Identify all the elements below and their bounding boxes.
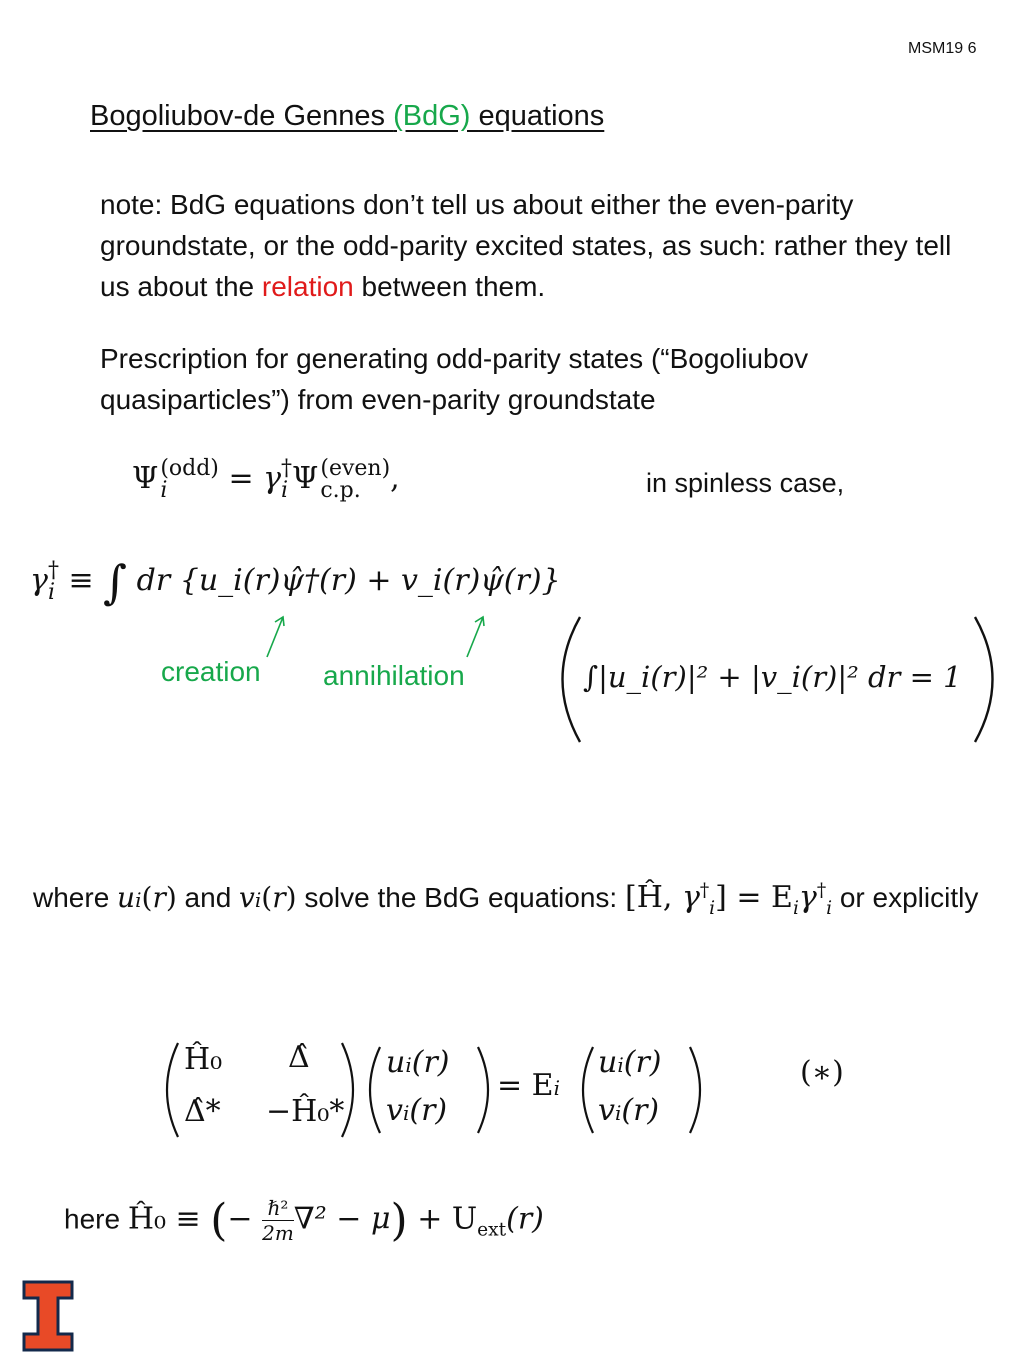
minus: − bbox=[227, 1201, 253, 1237]
title-text: Bogoliubov-de Gennes bbox=[90, 100, 394, 132]
matrix-a12: Δ̂ bbox=[288, 1040, 310, 1075]
or-explicitly-text: or explicitly bbox=[832, 882, 979, 913]
ext-subscript: ext bbox=[477, 1219, 507, 1241]
arrow-pointers bbox=[255, 612, 495, 662]
where-paragraph: where ui(r) and vi(r) solve the BdG equations: [Ĥ, $\gamma^\dagger_i] = E_i\gamma^\dagger_i$ or explicitly bbox=[33, 880, 979, 919]
v-entry-rhs: v bbox=[598, 1093, 615, 1128]
sup-even: (even) bbox=[320, 456, 391, 481]
sup-odd: (odd) bbox=[160, 456, 219, 481]
vector-u-rhs: ui(r) bbox=[598, 1045, 662, 1080]
v-symbol: v bbox=[239, 881, 255, 914]
title-acronym: (BdG) bbox=[393, 100, 479, 132]
two-m: 2m bbox=[262, 1221, 294, 1245]
title-suffix: equations bbox=[478, 100, 605, 132]
psi-symbol-2: Ψ bbox=[292, 461, 319, 496]
u-entry: u bbox=[386, 1045, 406, 1080]
comma: , bbox=[390, 461, 400, 496]
plus-U: + U bbox=[407, 1201, 478, 1237]
solve-text: solve the BdG equations: bbox=[296, 882, 625, 913]
gamma-integrand: dr {u_i(r)ψ̂†(r) + v_i(r)ψ̂(r)} bbox=[136, 563, 561, 598]
eq-E: = E bbox=[497, 1068, 554, 1103]
integral-sign: ∫ bbox=[103, 555, 128, 609]
where-text: where bbox=[33, 882, 118, 913]
h0-definition: here Ĥ₀ ≡ (− ℏ² 2m $\nabla^2 - \mu) + U_{ext}(r)$ bbox=[64, 1195, 544, 1246]
spinless-note: in spinless case, bbox=[646, 468, 845, 498]
matrix-a21: Δ̂* bbox=[184, 1094, 221, 1129]
vector-v: vi(r) bbox=[386, 1093, 448, 1128]
equation-label: (∗) bbox=[800, 1055, 844, 1090]
psi-odd-equation bbox=[132, 458, 400, 502]
matrix-a22: −Ĥ₀* bbox=[266, 1094, 345, 1129]
equiv: ≡ bbox=[58, 563, 104, 598]
u-symbol: u bbox=[117, 881, 136, 914]
note-text: note: BdG equations don’t tell us about either the even-parity groundstate, or the odd-parity excited states, as such: rather they tell us about the bbox=[100, 189, 952, 302]
note-paragraph bbox=[100, 184, 960, 307]
sub-cp: c.p. bbox=[320, 478, 361, 503]
note-highlight: relation bbox=[261, 271, 354, 302]
note-text-end: between them. bbox=[353, 271, 546, 302]
annihilation-arrow bbox=[467, 617, 483, 657]
prescription-paragraph: Prescription for generating odd-parity states (“Bogoliubov quasiparticles”) from even-parity groundstate bbox=[100, 343, 809, 415]
vector-u: ui(r) bbox=[386, 1045, 450, 1080]
gamma-definition: γ † i ≡ ∫ dr {u_i(r)ψ̂†(r) + v_i(r)ψ̂(r)} bbox=[30, 555, 561, 609]
h0-lhs: Ĥ₀ ≡ bbox=[127, 1201, 211, 1237]
psi-symbol: Ψ bbox=[132, 461, 159, 496]
creation-label: creation bbox=[161, 656, 261, 687]
and-text: and bbox=[176, 882, 240, 913]
illinois-logo bbox=[22, 1280, 74, 1352]
creation-arrow bbox=[267, 617, 283, 657]
gamma-symbol: γ bbox=[30, 563, 48, 598]
dagger: † bbox=[281, 456, 293, 481]
slide-number: MSM19 6 bbox=[908, 40, 977, 57]
sub-i: i bbox=[160, 478, 168, 503]
vector-v-rhs: vi(r) bbox=[598, 1093, 660, 1128]
eigen-eq: = Ei bbox=[497, 1068, 560, 1103]
laplacian-mu: ∇² − μ bbox=[293, 1201, 391, 1237]
eq-gamma: = γ bbox=[228, 461, 282, 496]
u-entry-rhs: u bbox=[598, 1045, 618, 1080]
here-text: here bbox=[64, 1203, 128, 1235]
slide-title bbox=[90, 100, 604, 133]
hbar-squared: ℏ² bbox=[262, 1196, 294, 1221]
matrix-a11: Ĥ₀ bbox=[184, 1042, 223, 1077]
sub-i-2: i bbox=[281, 478, 289, 503]
annihilation-label: annihilation bbox=[323, 660, 465, 691]
r-arg: (r) bbox=[506, 1201, 544, 1237]
v-entry: v bbox=[386, 1093, 403, 1128]
normalization-equation: ∫|u_i(r)|² + |v_i(r)|² dr = 1 bbox=[583, 660, 962, 694]
